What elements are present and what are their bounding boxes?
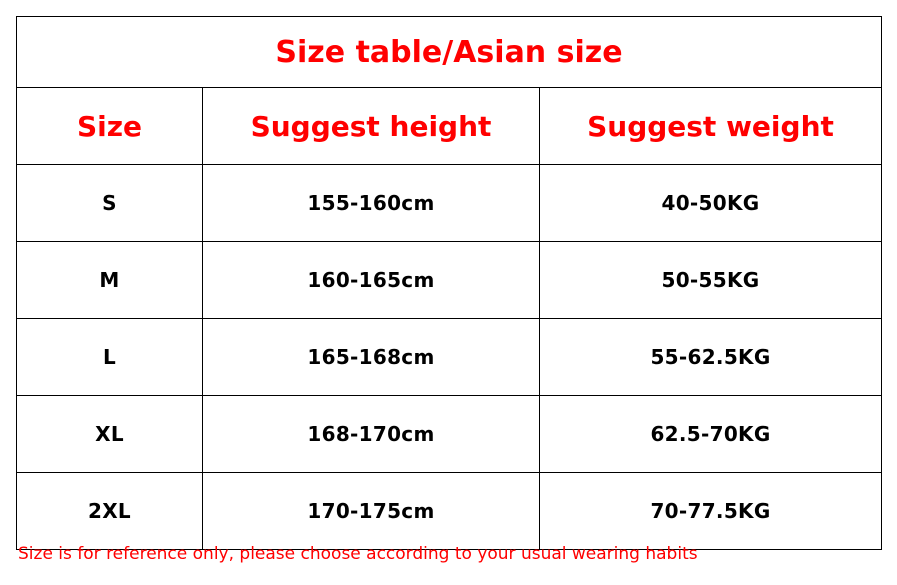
cell-height: 165-168cm bbox=[203, 319, 540, 396]
cell-height: 168-170cm bbox=[203, 396, 540, 473]
size-disclaimer-note: Size is for reference only, please choose according to your usual wearing habits bbox=[18, 544, 698, 564]
table-row bbox=[17, 319, 882, 396]
cell-size: XL bbox=[17, 396, 203, 473]
table-row bbox=[17, 242, 882, 319]
cell-size: 2XL bbox=[17, 473, 203, 550]
table-row bbox=[17, 473, 882, 550]
cell-weight: 55-62.5KG bbox=[540, 319, 882, 396]
cell-weight: 40-50KG bbox=[540, 165, 882, 242]
cell-weight: 50-55KG bbox=[540, 242, 882, 319]
table-row bbox=[17, 396, 882, 473]
cell-weight: 70-77.5KG bbox=[540, 473, 882, 550]
cell-size: L bbox=[17, 319, 203, 396]
column-header-suggest-height: Suggest height bbox=[203, 88, 540, 165]
cell-height: 170-175cm bbox=[203, 473, 540, 550]
table-header-row bbox=[17, 88, 882, 165]
column-header-size: Size bbox=[17, 88, 203, 165]
cell-size: S bbox=[17, 165, 203, 242]
size-table bbox=[16, 16, 882, 550]
cell-height: 160-165cm bbox=[203, 242, 540, 319]
cell-height: 155-160cm bbox=[203, 165, 540, 242]
cell-weight: 62.5-70KG bbox=[540, 396, 882, 473]
column-header-suggest-weight: Suggest weight bbox=[540, 88, 882, 165]
table-title-row bbox=[17, 17, 882, 88]
table-row bbox=[17, 165, 882, 242]
cell-size: M bbox=[17, 242, 203, 319]
table-title: Size table/Asian size bbox=[17, 17, 882, 88]
